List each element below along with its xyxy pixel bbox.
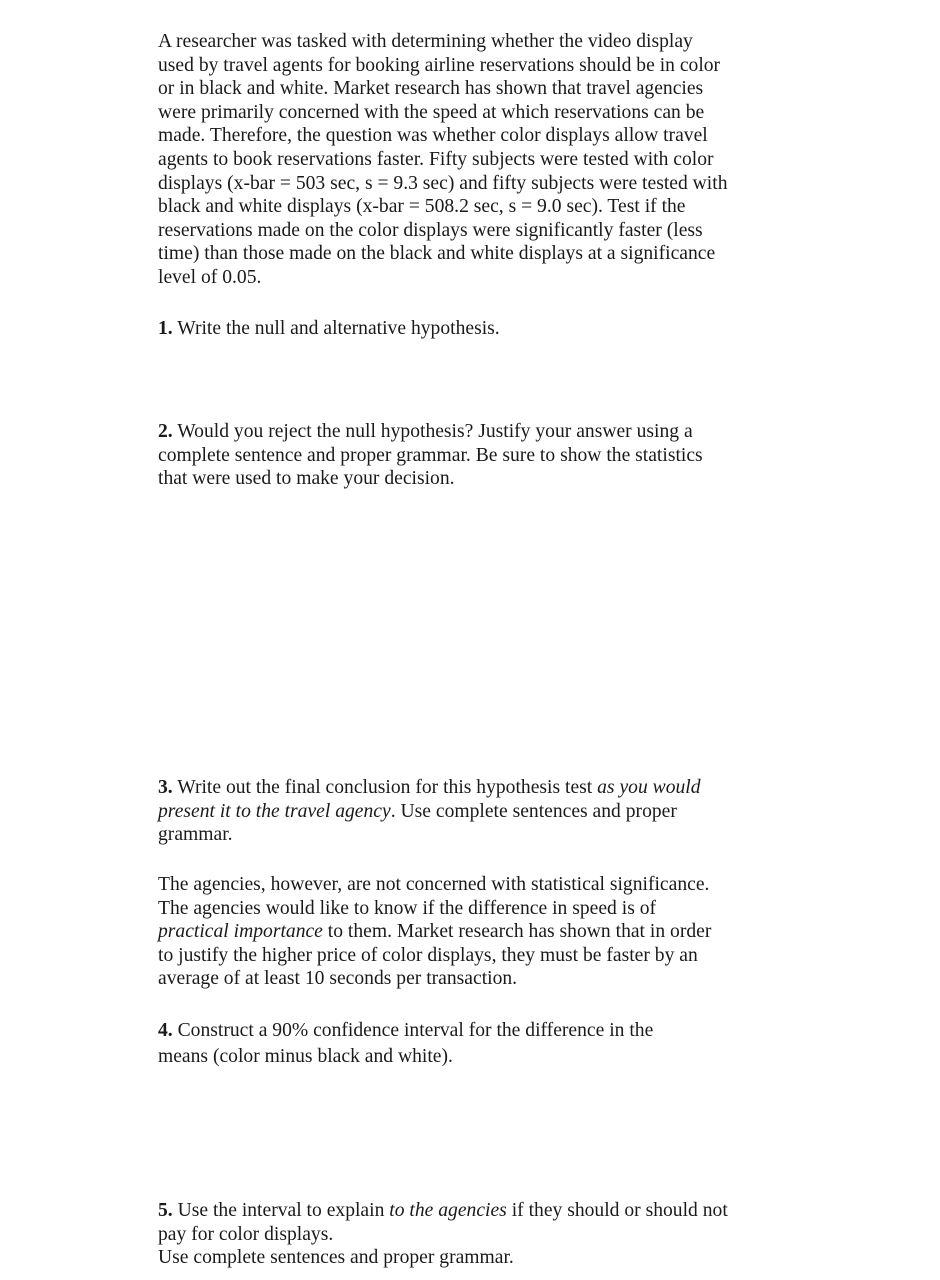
question-text: Write out the final conclusion for this hypothesis test [177, 777, 593, 798]
question-emphasis: present it to the travel agency [158, 800, 391, 822]
question-text: means (color minus black and white). [158, 1046, 453, 1067]
problem-statement [158, 30, 778, 290]
question-text: . Use complete sentences and proper [390, 800, 677, 822]
question-3 [158, 776, 778, 847]
intro-line: made. Therefore, the question was whether color displays allow travel [158, 125, 708, 147]
intro-line: A researcher was tasked with determining whether the video display [158, 31, 693, 52]
practical-importance-paragraph [158, 873, 778, 991]
question-number: 3. [158, 777, 173, 798]
question-text: Would you reject the null hypothesis? Justify your answer using a [177, 421, 693, 442]
intro-line: reservations made on the color displays were significantly faster (less [158, 219, 703, 241]
question-text: Use complete sentences and proper grammar. [158, 1247, 514, 1269]
question-number: 2. [158, 421, 173, 442]
question-text: that were used to make your decision. [158, 468, 455, 490]
question-text: Write the null and alternative hypothesis. [177, 318, 500, 339]
intro-line: black and white displays (x-bar = 508.2 sec, s = 9.0 sec). Test if the [158, 196, 686, 218]
intro-line: time) than those made on the black and white displays at a significance [158, 243, 716, 265]
paragraph-emphasis: practical importance [158, 921, 323, 943]
question-number: 5. [158, 1200, 173, 1221]
question-text: Use the interval to explain [177, 1200, 385, 1221]
question-text: pay for color displays. [158, 1223, 334, 1245]
intro-line: level of 0.05. [158, 266, 262, 288]
intro-line: or in black and white. Market research has shown that travel agencies [158, 78, 704, 100]
question-4 [158, 1018, 778, 1070]
question-text: if they should or should not [511, 1200, 728, 1221]
paragraph-line: The agencies would like to know if the difference in speed is of [158, 897, 657, 919]
question-text: Construct a 90% confidence interval for the difference in the [177, 1020, 654, 1041]
question-2 [158, 420, 778, 491]
intro-line: agents to book reservations faster. Fifty subjects were tested with color [158, 148, 714, 170]
question-emphasis: as you would [597, 777, 701, 798]
question-emphasis: to the agencies [389, 1200, 507, 1221]
question-number: 4. [158, 1020, 173, 1041]
intro-line: were primarily concerned with the speed at which reservations can be [158, 101, 705, 123]
paragraph-line: to them. Market research has shown that in order [322, 921, 712, 943]
paragraph-line: to justify the higher price of color displays, they must be faster by an [158, 944, 698, 966]
question-text: grammar. [158, 824, 233, 846]
paragraph-line: The agencies, however, are not concerned with statistical significance. [158, 874, 710, 895]
intro-line: used by travel agents for booking airline reservations should be in color [158, 54, 721, 76]
question-5 [158, 1199, 778, 1270]
question-1 [158, 317, 778, 341]
question-number: 1. [158, 318, 173, 339]
question-text: complete sentence and proper grammar. Be sure to show the statistics [158, 444, 703, 466]
paragraph-line: average of at least 10 seconds per transaction. [158, 968, 518, 990]
intro-line: displays (x-bar = 503 sec, s = 9.3 sec) and fifty subjects were tested with [158, 172, 728, 194]
